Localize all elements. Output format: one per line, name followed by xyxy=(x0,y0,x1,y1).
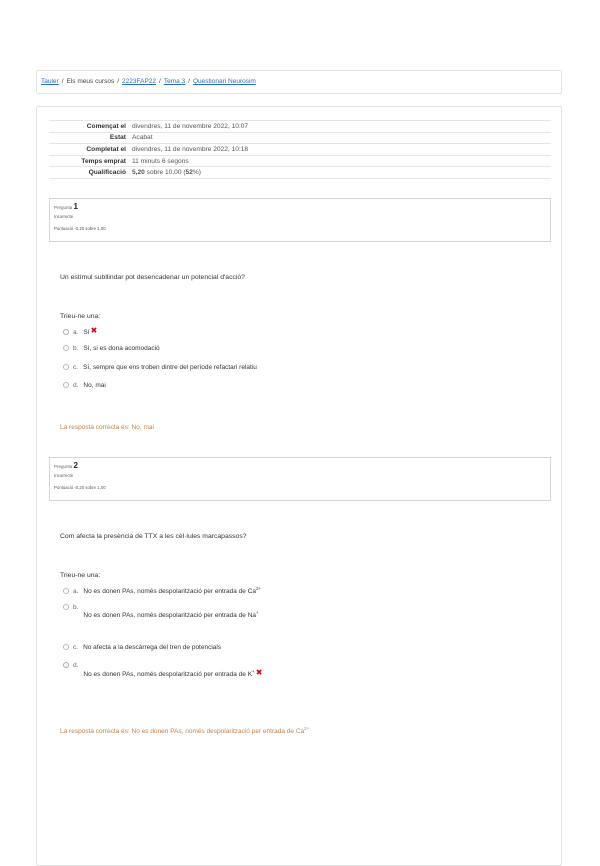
option-text-wrap xyxy=(83,668,263,678)
radio-icon[interactable] xyxy=(63,345,69,351)
summary-label: Temps emprat xyxy=(49,155,129,167)
quiz-review-panel xyxy=(36,106,562,866)
answer-option[interactable] xyxy=(63,326,97,336)
breadcrumb-separator: / xyxy=(188,78,190,85)
option-text: No, mai xyxy=(83,382,106,389)
summary-value: Acabat xyxy=(129,132,551,144)
option-text: Sí, si es dona acomodació xyxy=(83,345,160,352)
breadcrumb xyxy=(36,70,562,94)
summary-value: divendres, 11 de novembre 2022, 10:07 xyxy=(129,121,551,133)
option-text-wrap xyxy=(83,612,258,619)
summary-value: divendres, 11 de novembre 2022, 10:18 xyxy=(129,144,551,156)
option-letter: b. xyxy=(73,604,79,611)
radio-icon[interactable] xyxy=(63,644,69,650)
question-number xyxy=(54,202,546,211)
question-text: Un estímul subllindar pot desencadenar un potencial d'acció? xyxy=(60,274,245,281)
attempt-summary-table xyxy=(49,120,551,179)
answer-option[interactable] xyxy=(63,382,106,389)
breadcrumb-separator: / xyxy=(117,78,120,85)
question-grade: Puntuació -0,20 sobre 1,00 xyxy=(54,226,106,231)
question-label: Pregunta xyxy=(54,205,73,210)
option-text: Sí xyxy=(83,329,90,336)
option-text: Sí, sempre que ens troben dintre del període refactari relatiu xyxy=(83,364,257,371)
question-info-box xyxy=(49,457,551,501)
summary-label: Estat xyxy=(49,132,129,144)
option-letter: d. xyxy=(73,382,79,389)
summary-row xyxy=(49,132,551,144)
breadcrumb-quiz-link[interactable]: Questionari Neurosim xyxy=(192,78,256,85)
feedback-superscript: 2+ xyxy=(304,726,310,731)
grade-percent: 52 xyxy=(185,169,193,177)
summary-value: 11 minuts 6 segons xyxy=(129,155,551,167)
correct-answer-feedback: La resposta correcta és: No, mai xyxy=(60,424,154,431)
question-label: Pregunta xyxy=(54,464,73,469)
radio-icon[interactable] xyxy=(63,364,69,370)
question-state: Incorrecte xyxy=(54,473,74,478)
radio-icon[interactable] xyxy=(63,382,69,388)
summary-label: Començat el xyxy=(49,121,129,133)
question-number-value: 1 xyxy=(73,202,78,211)
breadcrumb-separator: / xyxy=(61,78,64,85)
option-letter: d. xyxy=(73,662,79,669)
question-grade: Puntuació -0,20 sobre 1,00 xyxy=(54,485,106,490)
breadcrumb-course-link[interactable]: 2223FAP22 xyxy=(122,78,157,85)
option-letter: c. xyxy=(73,644,79,651)
option-letter: c. xyxy=(73,364,79,371)
option-text: No afecta a la descàrrega del tren de potencials xyxy=(83,644,222,651)
question-state: Incorrecte xyxy=(54,214,74,219)
answer-option[interactable] xyxy=(63,345,160,352)
option-superscript: + xyxy=(252,668,255,674)
grade-out-of: sobre 10,00 ( xyxy=(144,169,186,177)
option-text: No es donen PAs, només despolarització per entrada de Na xyxy=(83,612,257,620)
summary-label: Qualificació xyxy=(49,167,129,179)
summary-label: Completat el xyxy=(49,144,129,156)
radio-icon[interactable] xyxy=(63,604,69,610)
answer-option[interactable] xyxy=(63,662,263,678)
option-letter: a. xyxy=(73,588,79,596)
breadcrumb-my-courses: Els meus cursos xyxy=(66,78,115,85)
answer-prompt: Trieu-ne una: xyxy=(60,572,101,579)
x-mark-icon: ✖ xyxy=(90,326,98,335)
radio-icon[interactable] xyxy=(63,662,69,668)
summary-row xyxy=(49,155,551,167)
grade-suffix: %) xyxy=(192,169,201,177)
option-letter: b. xyxy=(73,345,79,352)
breadcrumb-topic-link[interactable]: Tema 3 xyxy=(163,78,186,85)
breadcrumb-separator: / xyxy=(159,78,161,85)
summary-row xyxy=(49,144,551,156)
grade-value xyxy=(129,167,551,179)
option-superscript: + xyxy=(256,610,259,615)
x-mark-icon: ✖ xyxy=(255,668,263,677)
answer-option[interactable] xyxy=(63,604,259,620)
answer-option[interactable] xyxy=(63,644,221,651)
feedback-text: La resposta correcta és: No es donen PAs, només despolarització per entrada de Ca xyxy=(60,728,305,736)
radio-icon[interactable] xyxy=(63,588,69,594)
radio-icon[interactable] xyxy=(63,329,69,335)
answer-prompt: Trieu-ne una: xyxy=(60,313,101,320)
question-text: Com afecta la presència de TTX a les cèl·lules marcapassos? xyxy=(60,533,247,540)
summary-row xyxy=(49,121,551,133)
option-text: No es donen PAs, només despolarització per entrada de Ca xyxy=(83,588,257,596)
breadcrumb-dashboard-link[interactable]: Tauler xyxy=(41,78,59,85)
answer-option[interactable] xyxy=(63,586,261,595)
question-number xyxy=(54,461,546,470)
correct-answer-feedback xyxy=(60,726,309,735)
option-text: No es donen PAs, només despolarització per entrada de K xyxy=(83,671,253,678)
option-letter: a. xyxy=(73,329,79,336)
option-superscript: 2+ xyxy=(256,586,262,591)
question-info-box xyxy=(49,198,551,242)
summary-row xyxy=(49,167,551,179)
question-number-value: 2 xyxy=(73,461,78,470)
answer-option[interactable] xyxy=(63,364,257,371)
grade-score: 5,20 xyxy=(132,169,145,177)
